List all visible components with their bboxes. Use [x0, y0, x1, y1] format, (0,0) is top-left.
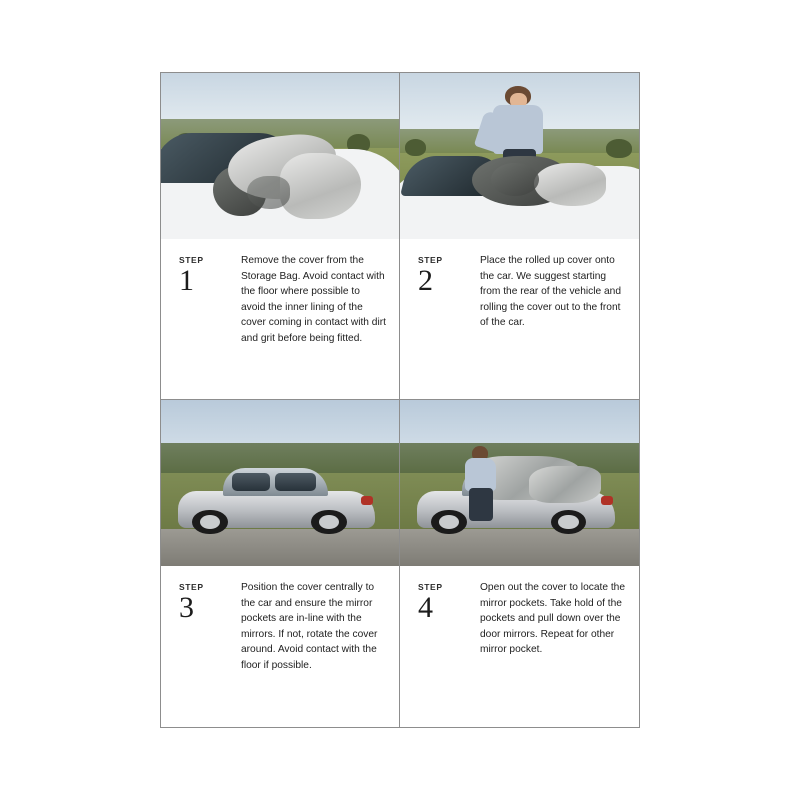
step-2-label: STEP	[418, 255, 443, 265]
road	[161, 529, 399, 566]
car-window-rear	[275, 473, 315, 491]
wheel-rim	[558, 515, 578, 529]
step-1-number-block	[179, 253, 241, 389]
tail-light	[361, 496, 373, 504]
tree-icon	[606, 139, 632, 157]
step-4-number: 4	[418, 591, 433, 624]
cover-roll-shadow	[247, 176, 290, 209]
instruction-grid	[160, 72, 640, 728]
step-4-number-block	[418, 580, 480, 717]
wheel-rim	[319, 515, 339, 529]
step-2-number-block	[418, 253, 480, 389]
step-2-number: 2	[418, 264, 433, 297]
step-panel-1	[161, 73, 400, 400]
wheel-rim	[200, 515, 220, 529]
step-3-number: 3	[179, 591, 194, 624]
step-3-caption	[161, 566, 399, 727]
step-2-caption	[400, 239, 639, 399]
road	[400, 529, 639, 566]
wheel-front	[192, 510, 228, 535]
person-trousers	[469, 488, 493, 521]
tail-light	[601, 496, 613, 504]
step-panel-4	[400, 400, 639, 727]
step-4-photo	[400, 400, 639, 566]
car-cover-drape-tail	[529, 466, 601, 503]
step-3-label: STEP	[179, 582, 204, 592]
step-4-label: STEP	[418, 582, 443, 592]
step-4-text: Open out the cover to locate the mirror pockets. Take hold of the pockets and pull down over the door mirrors. Repeat for other mirror pocket.	[480, 582, 625, 656]
step-3-text: Position the cover centrally to the car and ensure the mirror pockets are in-line with the mirrors. If not, rotate the cover around. Avoid contact with the floor if possible.	[241, 582, 378, 671]
step-1-number: 1	[179, 264, 194, 297]
step-1-label: STEP	[179, 255, 204, 265]
step-1-caption	[161, 239, 399, 399]
step-2-text: Place the rolled up cover onto the car. We suggest starting from the rear of the vehicle and rolling the cover out to the front of the car.	[480, 255, 622, 329]
step-1-photo	[161, 73, 399, 239]
tree-icon	[405, 139, 427, 156]
step-panel-3	[161, 400, 400, 727]
car-window-front	[232, 473, 270, 491]
wheel-rim	[439, 515, 459, 529]
step-3-number-block	[179, 580, 241, 717]
person-shirt	[465, 458, 496, 491]
step-3-photo	[161, 400, 399, 566]
cover-roll-light	[534, 163, 606, 206]
cover-roll-swirl	[491, 163, 539, 196]
step-2-photo	[400, 73, 639, 239]
step-4-caption	[400, 566, 639, 727]
wheel-rear	[311, 510, 347, 535]
step-panel-2	[400, 73, 639, 400]
wheel-front	[431, 510, 467, 535]
step-1-text: Remove the cover from the Storage Bag. Avoid contact with the floor where possible to avoid the inner lining of the cover coming in contact with dirt and grit before being fitted.	[241, 255, 386, 344]
